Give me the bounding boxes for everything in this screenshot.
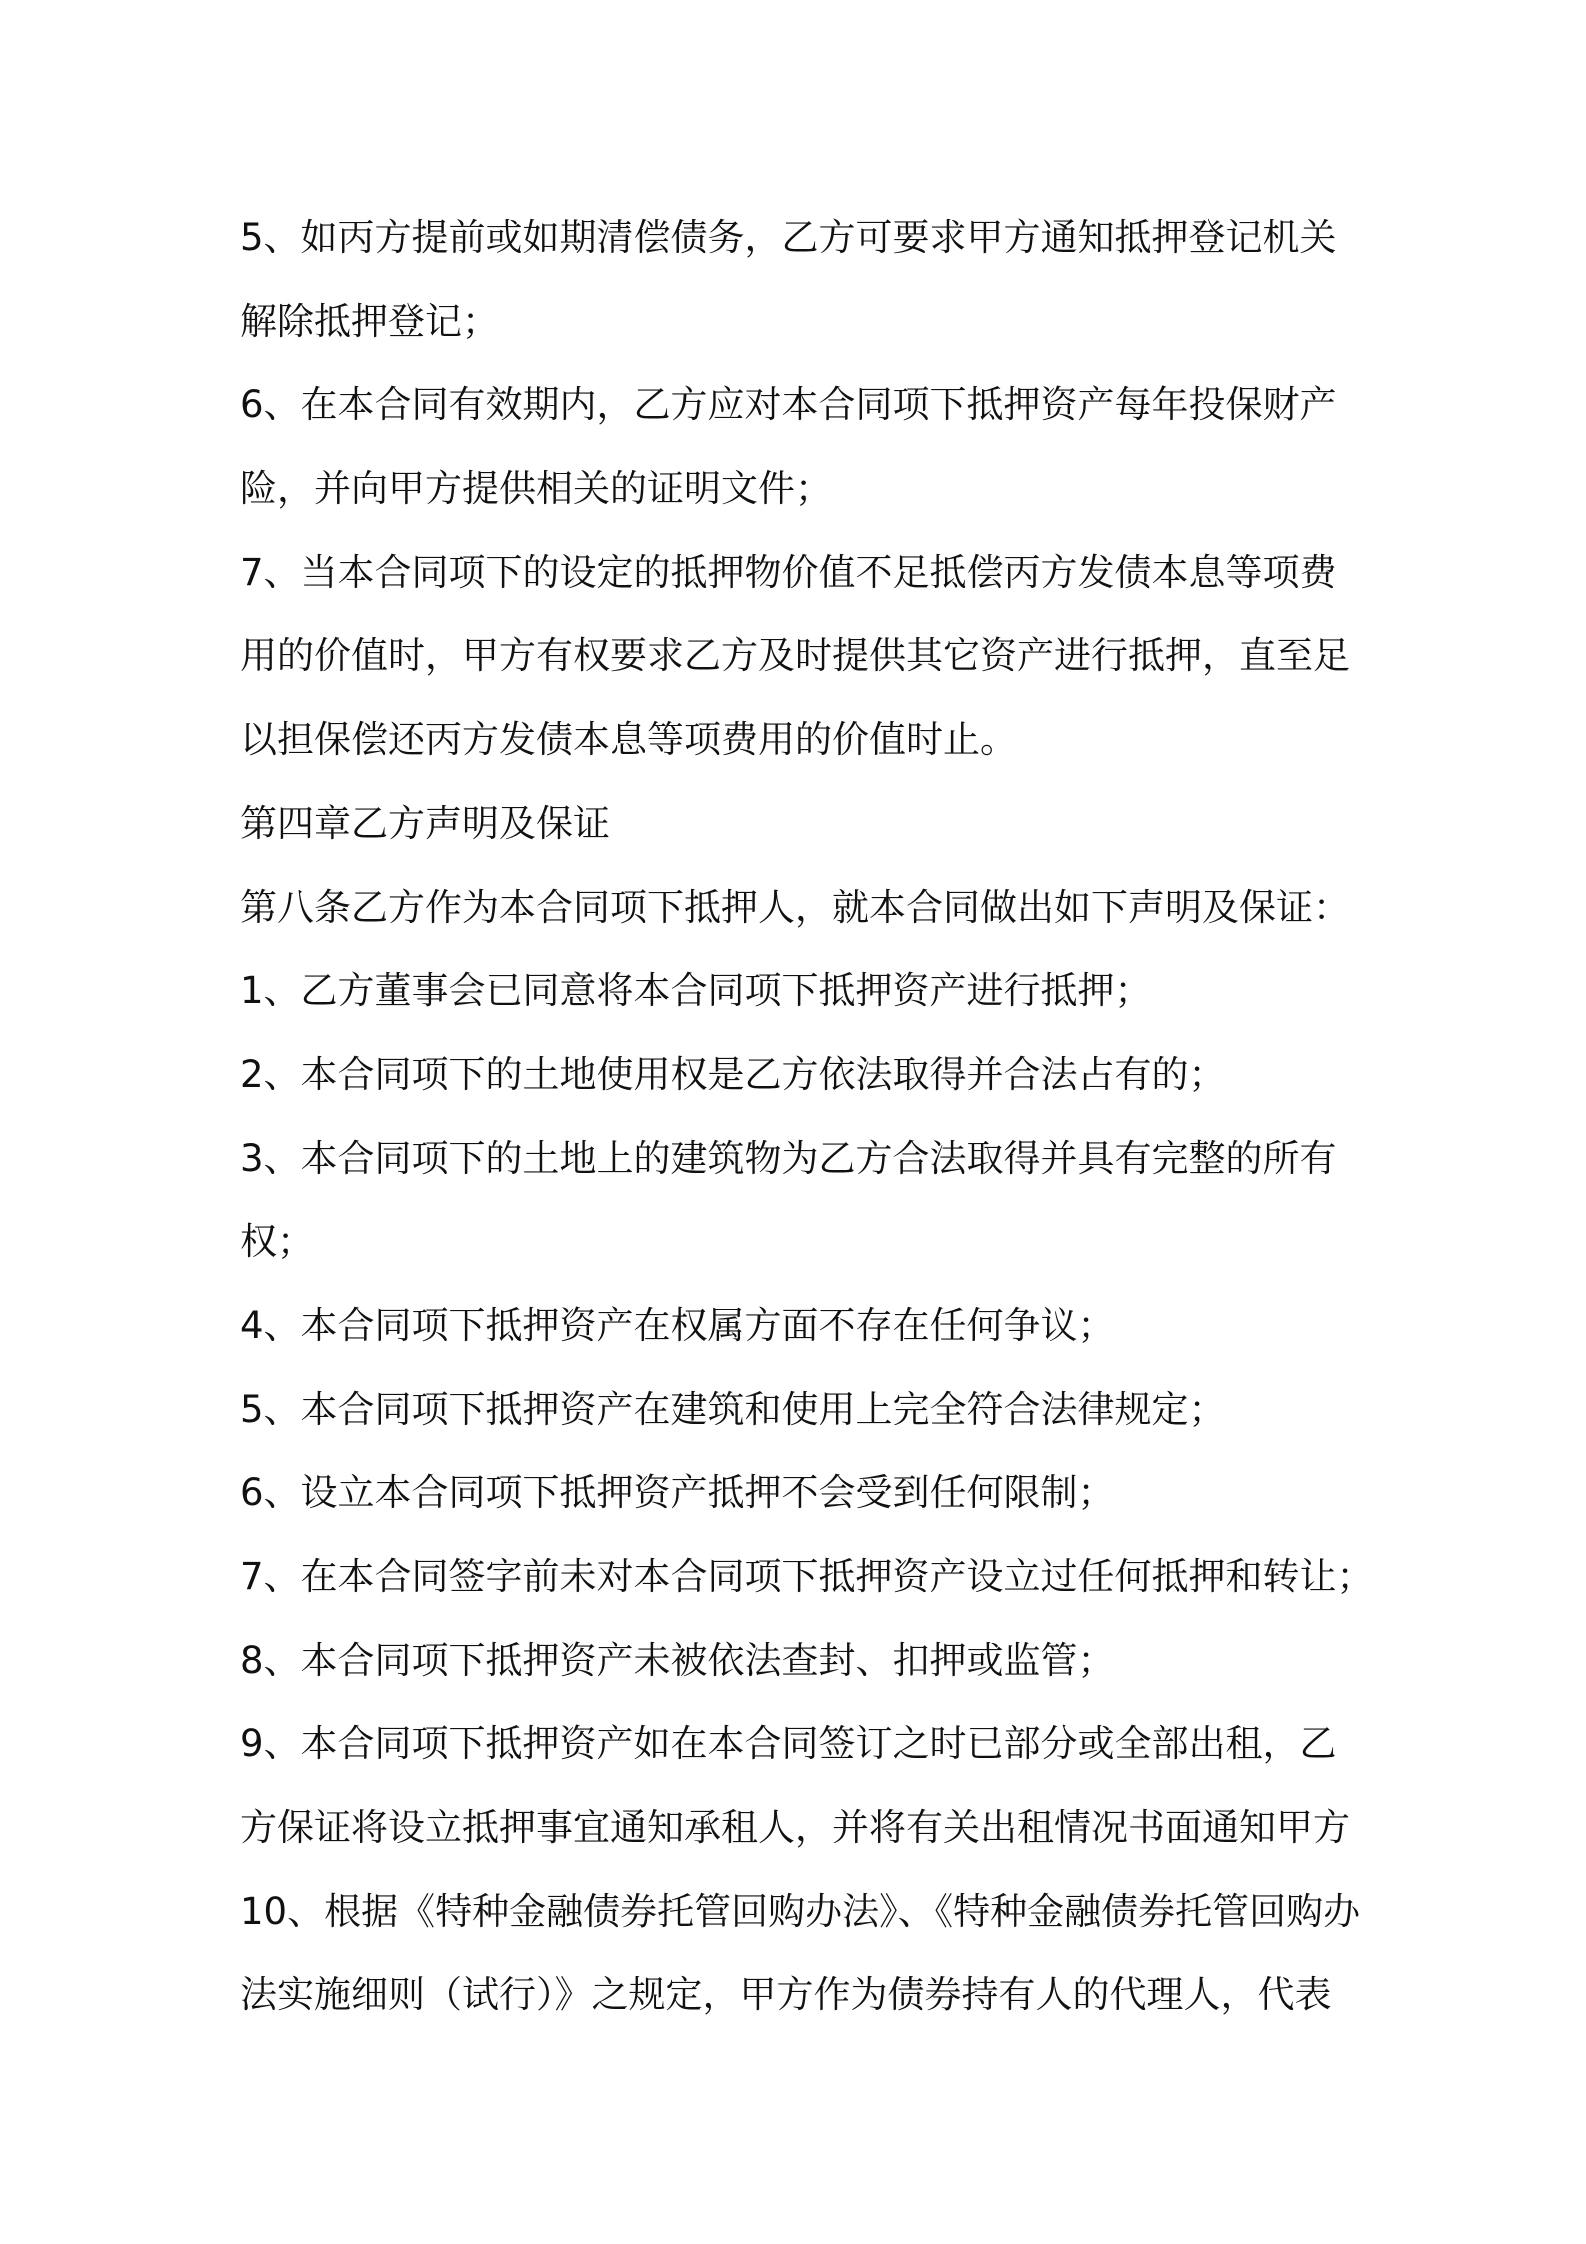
text-line: 险，并向甲方提供相关的证明文件； [240, 467, 832, 511]
text-line: 7、在本合同签字前未对本合同项下抵押资产设立过任何抵押和转让； [240, 1555, 1374, 1598]
text-line: 用的价值时，甲方有权要求乙方及时提供其它资产进行抵押，直至足 [240, 634, 1350, 678]
chapter-heading: 第四章乙方声明及保证 [240, 801, 610, 845]
text-line: 解除抵押登记； [240, 299, 499, 343]
text-line: 5、如丙方提前或如期清偿债务，乙方可要求甲方通知抵押登记机关 [240, 216, 1337, 259]
text-line: 方保证将设立抵押事宜通知承租人，并将有关出租情况书面通知甲方 [240, 1806, 1350, 1850]
document-body [240, 196, 1374, 2037]
text-line: 7、当本合同项下的设定的抵押物价值不足抵偿丙方发债本息等项费 [240, 550, 1337, 594]
text-line: 法实施细则（试行）》之规定，甲方作为债券持有人的代理人，代表 [240, 1973, 1332, 2017]
text-line: 权； [240, 1220, 314, 1264]
text-line: 4、本合同项下抵押资产在权属方面不存在任何争议； [240, 1303, 1115, 1347]
text-line: 9、本合同项下抵押资产如在本合同签订之时已部分或全部出租，乙 [240, 1722, 1337, 1766]
text-line: 2、本合同项下的土地使用权是乙方依法取得并合法占有的； [240, 1052, 1226, 1096]
text-line: 6、在本合同有效期内，乙方应对本合同项下抵押资产每年投保财产 [240, 383, 1337, 427]
text-line: 8、本合同项下抵押资产未被依法查封、扣押或监管； [240, 1638, 1115, 1682]
text-line: 10、根据《特种金融债券托管回购办法》、《特种金融债券托管回购办 [240, 1889, 1361, 1933]
article-heading: 第八条乙方作为本合同项下抵押人，就本合同做出如下声明及保证： [240, 885, 1350, 929]
text-line: 5、本合同项下抵押资产在建筑和使用上完全符合法律规定； [240, 1387, 1226, 1431]
text-line: 以担保偿还丙方发债本息等项费用的价值时止。 [240, 718, 1017, 762]
text-line: 1、乙方董事会已同意将本合同项下抵押资产进行抵押； [240, 969, 1152, 1013]
text-line: 3、本合同项下的土地上的建筑物为乙方合法取得并具有完整的所有 [240, 1136, 1337, 1180]
text-line: 6、设立本合同项下抵押资产抵押不会受到任何限制； [240, 1471, 1115, 1515]
